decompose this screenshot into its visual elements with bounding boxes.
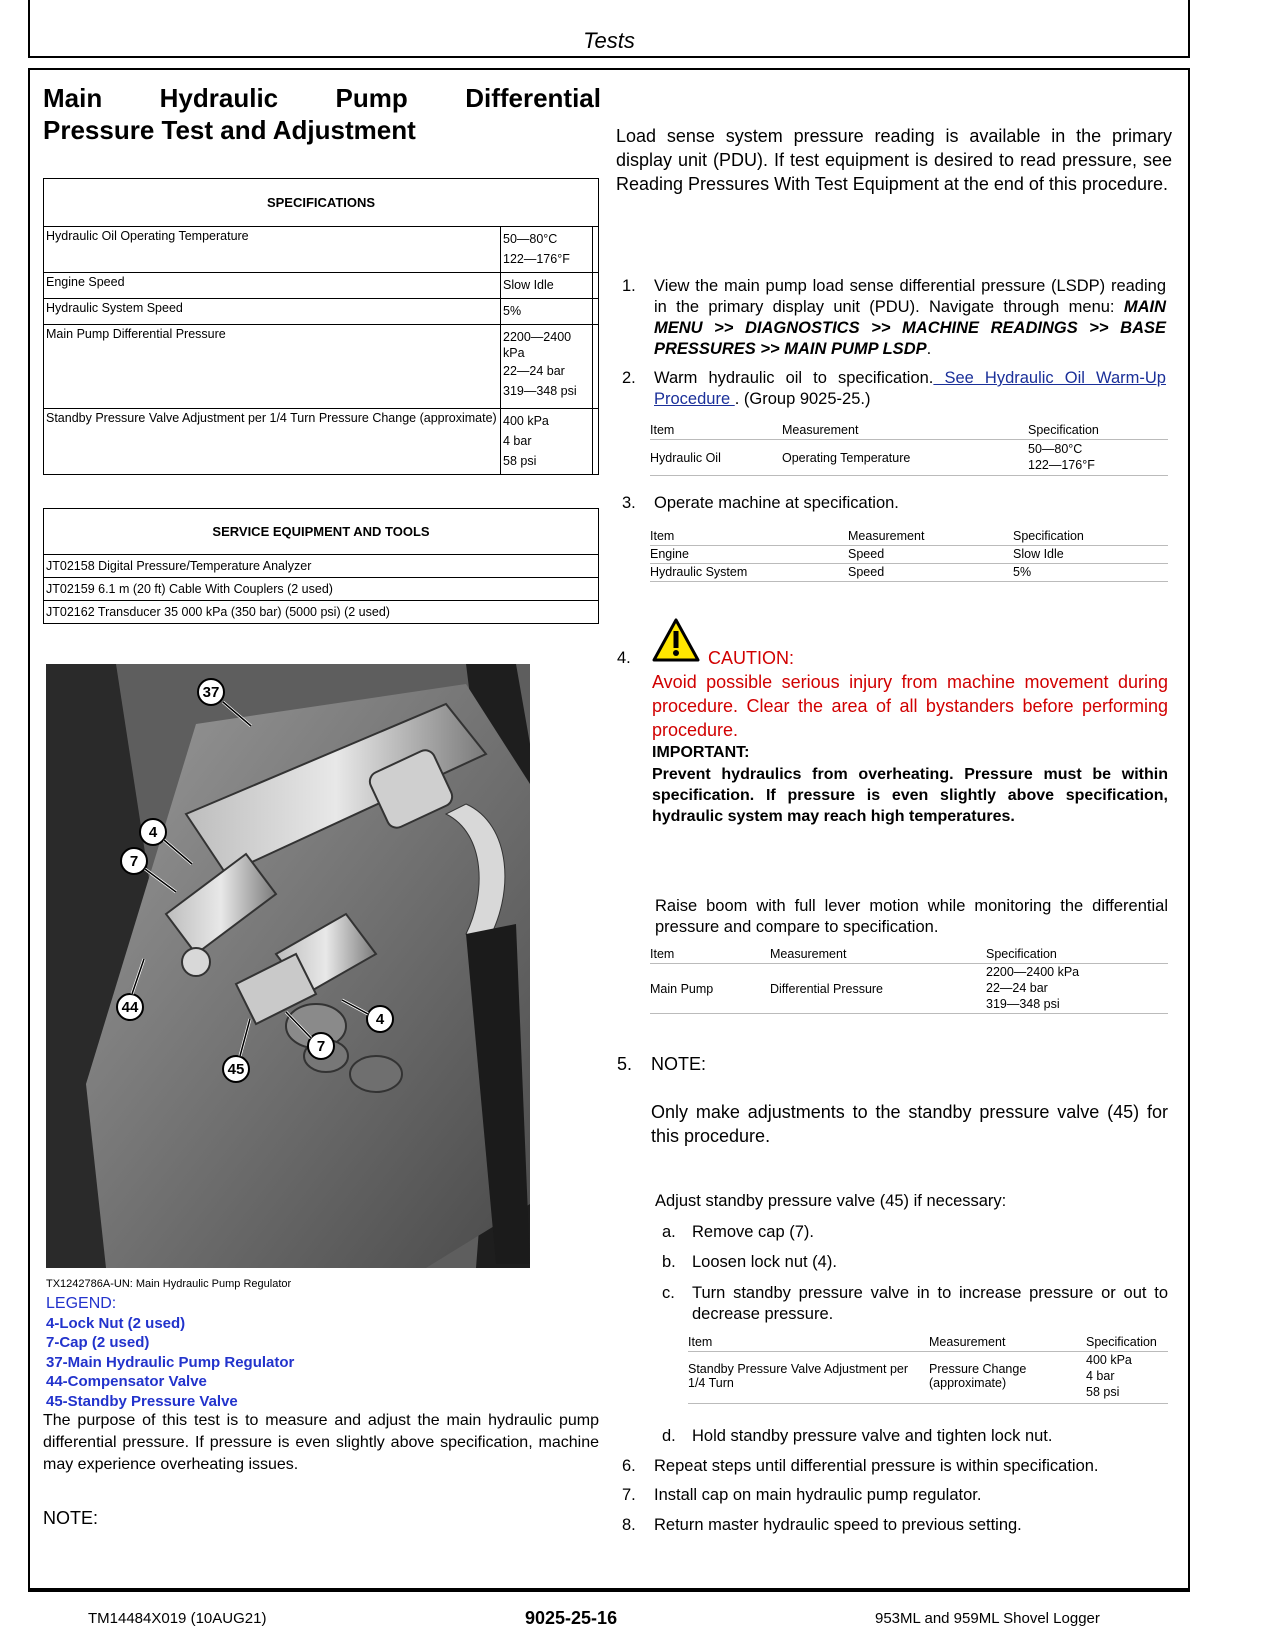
- note-label: NOTE:: [651, 1054, 707, 1074]
- purpose-paragraph: The purpose of this test is to measure and adjust the main hydraulic pump differential pressure. If pressure is even slightly above specification, machine may experience overheating issues.: [43, 1412, 599, 1473]
- spec-label: Standby Pressure Valve Adjustment per 1/4 Turn Pressure Change (approximate): [44, 409, 501, 475]
- callout-7: [121, 848, 147, 874]
- spec-value: 400 kPa: [503, 414, 549, 428]
- title-word: Main: [43, 83, 103, 113]
- col-header: Specification: [1086, 1335, 1157, 1349]
- callout-text: 45: [227, 1061, 245, 1078]
- title-word: Hydraulic: [159, 83, 279, 113]
- table-cell: Hydraulic Oil: [650, 451, 721, 465]
- menu-path: MAIN MENU >> DIAGNOSTICS >> MACHINE READINGS >> BASE PRESSURES >> MAIN PUMP LSDP: [654, 298, 1166, 358]
- table-cell: 2200—2400 kPa: [986, 965, 1080, 979]
- substep-letter: d.: [662, 1427, 676, 1445]
- spec-table-step-2: [650, 422, 1168, 478]
- spec-value: Slow Idle: [503, 278, 554, 292]
- table-cell: Engine: [650, 547, 689, 561]
- step-number: 6.: [622, 1457, 636, 1475]
- spec-value: 22—24 bar: [503, 364, 565, 378]
- callout-4: [367, 1006, 393, 1032]
- step-text: Operate machine at specification.: [654, 494, 899, 512]
- step-text: Return master hydraulic speed to previous setting.: [654, 1516, 1022, 1534]
- col-header: Item: [688, 1335, 713, 1349]
- col-header: Item: [650, 529, 675, 543]
- callout-text: 4: [375, 1011, 385, 1028]
- col-header: Measurement: [848, 529, 925, 543]
- footer-page-number: 9025-25-16: [525, 1608, 618, 1628]
- legend-item: 7-Cap (2 used): [46, 1334, 150, 1351]
- main-title: [43, 82, 601, 146]
- spec-value: 4 bar: [503, 434, 532, 448]
- tools-heading: SERVICE EQUIPMENT AND TOOLS: [44, 509, 599, 555]
- spec-value: 5%: [503, 304, 522, 318]
- step-4-text: Raise boom with full lever motion while monitoring the differential pressure and compare to specification.: [655, 897, 1168, 936]
- table-cell: Slow Idle: [1013, 547, 1064, 561]
- table-cell: Pressure Change (approximate): [929, 1362, 1027, 1390]
- table-cell: Hydraulic System: [650, 565, 748, 579]
- table-cell: 319—348 psi: [986, 997, 1060, 1011]
- callout-text: 44: [121, 999, 139, 1016]
- table-cell: Speed: [848, 565, 885, 579]
- table-cell: 5%: [1013, 565, 1032, 579]
- specifications-table: [43, 178, 599, 475]
- spec-value: 319—348 psi: [503, 384, 577, 398]
- col-header: Measurement: [782, 423, 859, 437]
- footer-divider: [28, 1590, 1190, 1592]
- spec-table-step-4: [650, 946, 1168, 1012]
- col-header: Measurement: [929, 1335, 1006, 1349]
- title-word: Differential: [465, 83, 601, 113]
- spec-label: Engine Speed: [44, 273, 501, 299]
- pump-regulator-illustration: [46, 664, 530, 1268]
- footer-doc-id: TM14484X019 (10AUG21): [88, 1610, 267, 1627]
- spec-value: 122—176°F: [503, 252, 570, 266]
- figure-legend: [46, 1294, 294, 1411]
- callout-37: [198, 679, 224, 705]
- spec-value: 58 psi: [503, 454, 537, 468]
- tool-row: JT02162 Transducer 35 000 kPa (350 bar) (5000 psi) (2 used): [44, 601, 599, 624]
- service-tools-table: [43, 508, 599, 624]
- table-cell: 4 bar: [1086, 1369, 1115, 1383]
- caution-title: CAUTION:: [708, 648, 795, 668]
- tool-row: JT02159 6.1 m (20 ft) Cable With Couplers (2 used): [44, 578, 599, 601]
- callout-44: [117, 994, 143, 1020]
- caution-text: Avoid possible serious injury from machine movement during procedure. Clear the area of all bystanders before performing procedure.: [652, 672, 1168, 740]
- pump-regulator-figure: [46, 664, 530, 1268]
- col-header: Item: [650, 423, 675, 437]
- substep-letter: c.: [662, 1284, 675, 1302]
- step-text: View the main pump load sense differential pressure (LSDP) reading in the primary display unit (PDU). Navigate through menu:: [654, 277, 1166, 316]
- substep-text: Loosen lock nut (4).: [692, 1253, 837, 1271]
- spec-label: Main Pump Differential Pressure: [44, 325, 501, 409]
- note-label: NOTE:: [43, 1508, 99, 1528]
- substep-letter: a.: [662, 1223, 676, 1241]
- table-cell: Main Pump: [650, 982, 714, 996]
- legend-title: LEGEND:: [46, 1295, 117, 1312]
- callout-text: 37: [202, 684, 220, 701]
- callout-text: 4: [148, 824, 158, 841]
- callout-4: [140, 819, 166, 845]
- callout-45: [223, 1056, 249, 1082]
- callout-text: 7: [129, 853, 139, 870]
- table-cell: 58 psi: [1086, 1385, 1120, 1399]
- substep-text: Turn standby pressure valve in to increase pressure or out to decrease pressure.: [692, 1284, 1168, 1323]
- table-cell: Differential Pressure: [770, 982, 884, 996]
- step-number: 1.: [622, 277, 636, 295]
- table-cell: 50—80°C: [1028, 442, 1083, 456]
- spec-label: Hydraulic Oil Operating Temperature: [44, 227, 501, 273]
- important-title: IMPORTANT:: [652, 744, 750, 761]
- step-number: 7.: [622, 1486, 636, 1504]
- table-cell: 400 kPa: [1086, 1353, 1132, 1367]
- col-header: Measurement: [770, 947, 847, 961]
- spec-value: 50—80°C: [503, 232, 558, 246]
- warning-icon: [652, 618, 700, 662]
- table-cell: Speed: [848, 547, 885, 561]
- warm-up-procedure-link[interactable]: See Hydraulic Oil Warm-Up Procedure: [654, 369, 1166, 408]
- note-text: Only make adjustments to the standby pressure valve (45) for this procedure.: [651, 1102, 1168, 1146]
- footer-machine: 953ML and 959ML Shovel Logger: [875, 1610, 1100, 1627]
- figure-caption: TX1242786A-UN: Main Hydraulic Pump Regulator: [46, 1278, 292, 1290]
- table-cell: 22—24 bar: [986, 981, 1048, 995]
- step-number: 5.: [617, 1054, 633, 1074]
- step-number: 3.: [622, 494, 636, 512]
- important-text: Prevent hydraulics from overheating. Pressure must be within specification. If pressure is even slightly above specification, hydraulic system may reach high temperatures.: [652, 766, 1168, 825]
- spec-table-step-5: [688, 1334, 1168, 1406]
- intro-paragraph: Load sense system pressure reading is available in the primary display unit (PDU). If test equipment is desired to read pressure, see Reading Pressures With Test Equipment at the end of this procedure.: [616, 126, 1172, 194]
- specifications-heading: SPECIFICATIONS: [44, 179, 599, 227]
- legend-item: 37-Main Hydraulic Pump Regulator: [46, 1353, 295, 1371]
- title-word: Pump: [335, 83, 408, 113]
- step-5-text: Adjust standby pressure valve (45) if necessary:: [655, 1192, 1007, 1210]
- spec-table-step-3: [650, 528, 1168, 584]
- table-cell: 122—176°F: [1028, 458, 1095, 472]
- spec-label: Hydraulic System Speed: [44, 299, 501, 325]
- substep-text: Remove cap (7).: [692, 1223, 814, 1241]
- legend-item: 44-Compensator Valve: [46, 1373, 207, 1390]
- col-header: Specification: [1013, 529, 1084, 543]
- legend-item: 45-Standby Pressure Valve: [46, 1392, 238, 1410]
- spec-value: 2200—2400 kPa: [503, 330, 572, 360]
- substep-text: Hold standby pressure valve and tighten lock nut.: [692, 1427, 1053, 1445]
- callout-text: 7: [316, 1038, 326, 1055]
- step-text: Repeat steps until differential pressure is within specification.: [654, 1457, 1099, 1475]
- table-cell: Operating Temperature: [782, 451, 911, 465]
- col-header: Specification: [1028, 423, 1099, 437]
- legend-item: 4-Lock Nut (2 used): [46, 1314, 186, 1332]
- tool-row: JT02158 Digital Pressure/Temperature Analyzer: [44, 555, 599, 578]
- table-cell: Standby Pressure Valve Adjustment per 1/4 Turn: [688, 1362, 909, 1390]
- step-end: . (Group 9025-25.): [734, 390, 871, 408]
- title-line-2: Pressure Test and Adjustment: [43, 115, 416, 145]
- col-header: Item: [650, 947, 675, 961]
- step-text: Warm hydraulic oil to specification.: [654, 369, 934, 387]
- col-header: Specification: [986, 947, 1057, 961]
- step-text: Install cap on main hydraulic pump regulator.: [654, 1486, 982, 1504]
- step-number: 2.: [622, 369, 636, 387]
- section-header: Tests: [583, 28, 635, 53]
- step-number: 4.: [617, 649, 631, 667]
- step-end: .: [926, 340, 932, 358]
- substep-letter: b.: [662, 1253, 676, 1271]
- step-number: 8.: [622, 1516, 636, 1534]
